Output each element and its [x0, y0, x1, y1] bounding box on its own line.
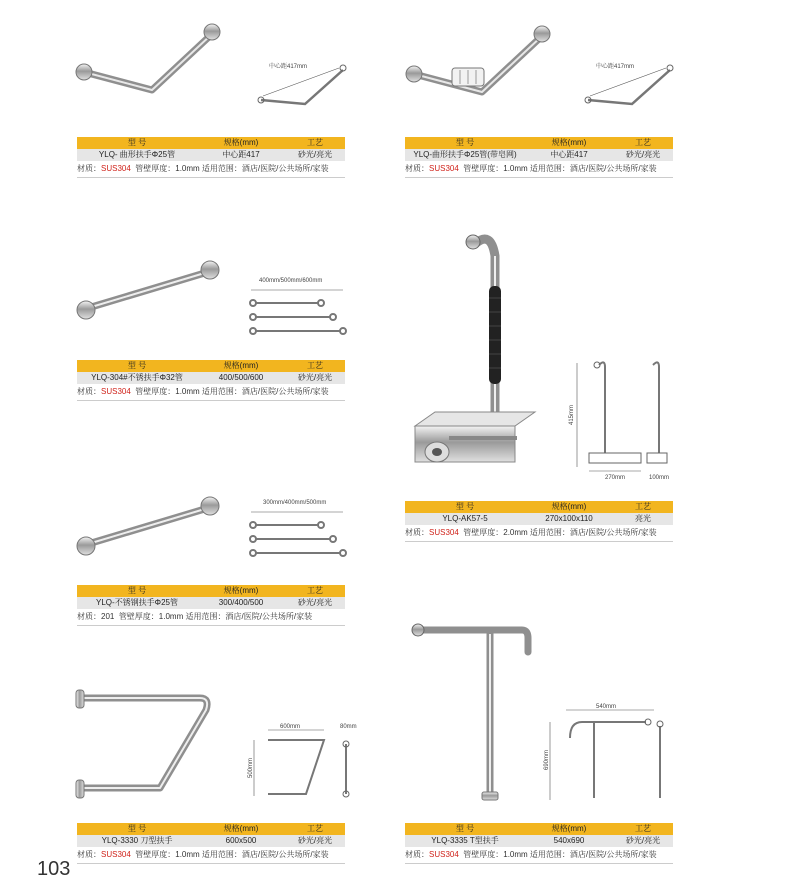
header-model: 型 号	[455, 502, 475, 511]
dim-label: 80mm	[340, 724, 357, 730]
straight-bar-25-drawing	[245, 494, 355, 564]
craft-value: 砂光/亮光	[625, 150, 661, 159]
model-value: YLQ-AK57-5	[442, 514, 488, 523]
header-spec: 规格(mm)	[551, 502, 587, 511]
model-value: YLQ- 曲形扶手Φ25管	[98, 150, 176, 159]
model-value: YLQ-3335 T型扶手	[431, 836, 499, 845]
dim-label: 500mm	[248, 757, 254, 778]
craft-value: 亮光	[635, 514, 651, 523]
material-line: 材质：SUS304 管壁厚度：1.0mm 适用范围：酒店/医院/公共场所/家装	[77, 387, 329, 396]
craft-value: 砂光/亮光	[297, 598, 333, 607]
craft-value: 砂光/亮光	[297, 373, 333, 382]
material-line: 材质：SUS304 管壁厚度：1.0mm 适用范围：酒店/医院/公共场所/家装	[77, 850, 329, 859]
curved-grab-bar-soap-drawing	[582, 58, 682, 113]
spec-table	[77, 137, 345, 178]
spec-value: 600x500	[225, 836, 257, 845]
spec-value: 中心距417	[550, 150, 588, 159]
dim-label: 690mm	[544, 749, 550, 770]
spec-value: 300/400/500	[218, 598, 264, 607]
dim-label: 中心距417mm	[596, 64, 635, 70]
model-value: YLQ-304#不锈扶手Φ32管	[91, 373, 183, 382]
spec-table	[77, 823, 345, 864]
header-spec: 规格(mm)	[223, 138, 259, 147]
dim-label: 540mm	[596, 704, 617, 710]
straight-bar-32-drawing	[245, 272, 355, 342]
model-value: YLQ-曲形扶手Φ25管(带皂网)	[413, 150, 517, 159]
spec-table	[77, 360, 345, 401]
dim-label: 中心距417mm	[269, 64, 308, 70]
spec-table	[405, 823, 673, 864]
curved-grab-bar-photo	[72, 20, 232, 100]
dim-label: 300mm/400mm/500mm	[263, 500, 327, 506]
vertical-bar-shelf-photo	[405, 226, 545, 471]
dim-label: 100mm	[649, 475, 670, 481]
t-bar-photo	[408, 616, 538, 806]
material-line: 材质：201 管壁厚度：1.0mm 适用范围：酒店/医院/公共场所/家装	[77, 612, 313, 621]
header-model: 型 号	[127, 138, 147, 147]
spec-value: 540x690	[553, 836, 585, 845]
header-craft: 工艺	[635, 502, 651, 511]
header-craft: 工艺	[307, 138, 323, 147]
material-line: 材质：SUS304 管壁厚度：1.0mm 适用范围：酒店/医院/公共场所/家装	[405, 164, 657, 173]
model-value: YLQ-不锈钢扶手Φ25管	[96, 598, 178, 607]
spec-value: 270x100x110	[545, 514, 593, 523]
header-model: 型 号	[455, 138, 475, 147]
header-craft: 工艺	[635, 138, 651, 147]
header-craft: 工艺	[635, 824, 651, 833]
header-craft: 工艺	[307, 824, 323, 833]
spec-table	[405, 137, 673, 178]
spec-table	[405, 501, 673, 542]
curved-grab-bar-soap-photo	[402, 22, 562, 102]
header-model: 型 号	[127, 361, 147, 370]
material-line: 材质：SUS304 管壁厚度：1.0mm 适用范围：酒店/医院/公共场所/家装	[77, 164, 329, 173]
header-spec: 规格(mm)	[223, 361, 259, 370]
t-bar-drawing	[536, 700, 676, 805]
page-number: 103	[37, 858, 71, 880]
header-spec: 规格(mm)	[223, 824, 259, 833]
knife-bar-photo	[74, 686, 219, 804]
spec-table	[77, 585, 345, 626]
header-spec: 规格(mm)	[223, 586, 259, 595]
dim-label: 600mm	[280, 724, 301, 730]
vertical-bar-shelf-drawing	[565, 355, 675, 483]
header-model: 型 号	[455, 824, 475, 833]
header-spec: 规格(mm)	[551, 824, 587, 833]
craft-value: 砂光/亮光	[297, 150, 333, 159]
model-value: YLQ-3330 刀型扶手	[101, 836, 173, 845]
straight-bar-32-photo	[74, 258, 224, 326]
craft-value: 砂光/亮光	[625, 836, 661, 845]
header-model: 型 号	[127, 824, 147, 833]
dim-label: 415mm	[569, 404, 575, 425]
dim-label: 400mm/500mm/600mm	[259, 278, 323, 284]
straight-bar-25-photo	[74, 494, 224, 562]
craft-value: 砂光/亮光	[297, 836, 333, 845]
header-model: 型 号	[127, 586, 147, 595]
dim-label: 270mm	[605, 475, 626, 481]
header-craft: 工艺	[307, 586, 323, 595]
spec-value: 400/500/600	[218, 373, 264, 382]
material-line: 材质：SUS304 管壁厚度：1.0mm 适用范围：酒店/医院/公共场所/家装	[405, 850, 657, 859]
header-spec: 规格(mm)	[551, 138, 587, 147]
knife-bar-drawing	[242, 722, 367, 802]
curved-grab-bar-drawing	[255, 58, 355, 113]
material-line: 材质：SUS304 管壁厚度：2.0mm 适用范围：酒店/医院/公共场所/家装	[405, 528, 657, 537]
spec-value: 中心距417	[222, 150, 260, 159]
header-craft: 工艺	[307, 361, 323, 370]
